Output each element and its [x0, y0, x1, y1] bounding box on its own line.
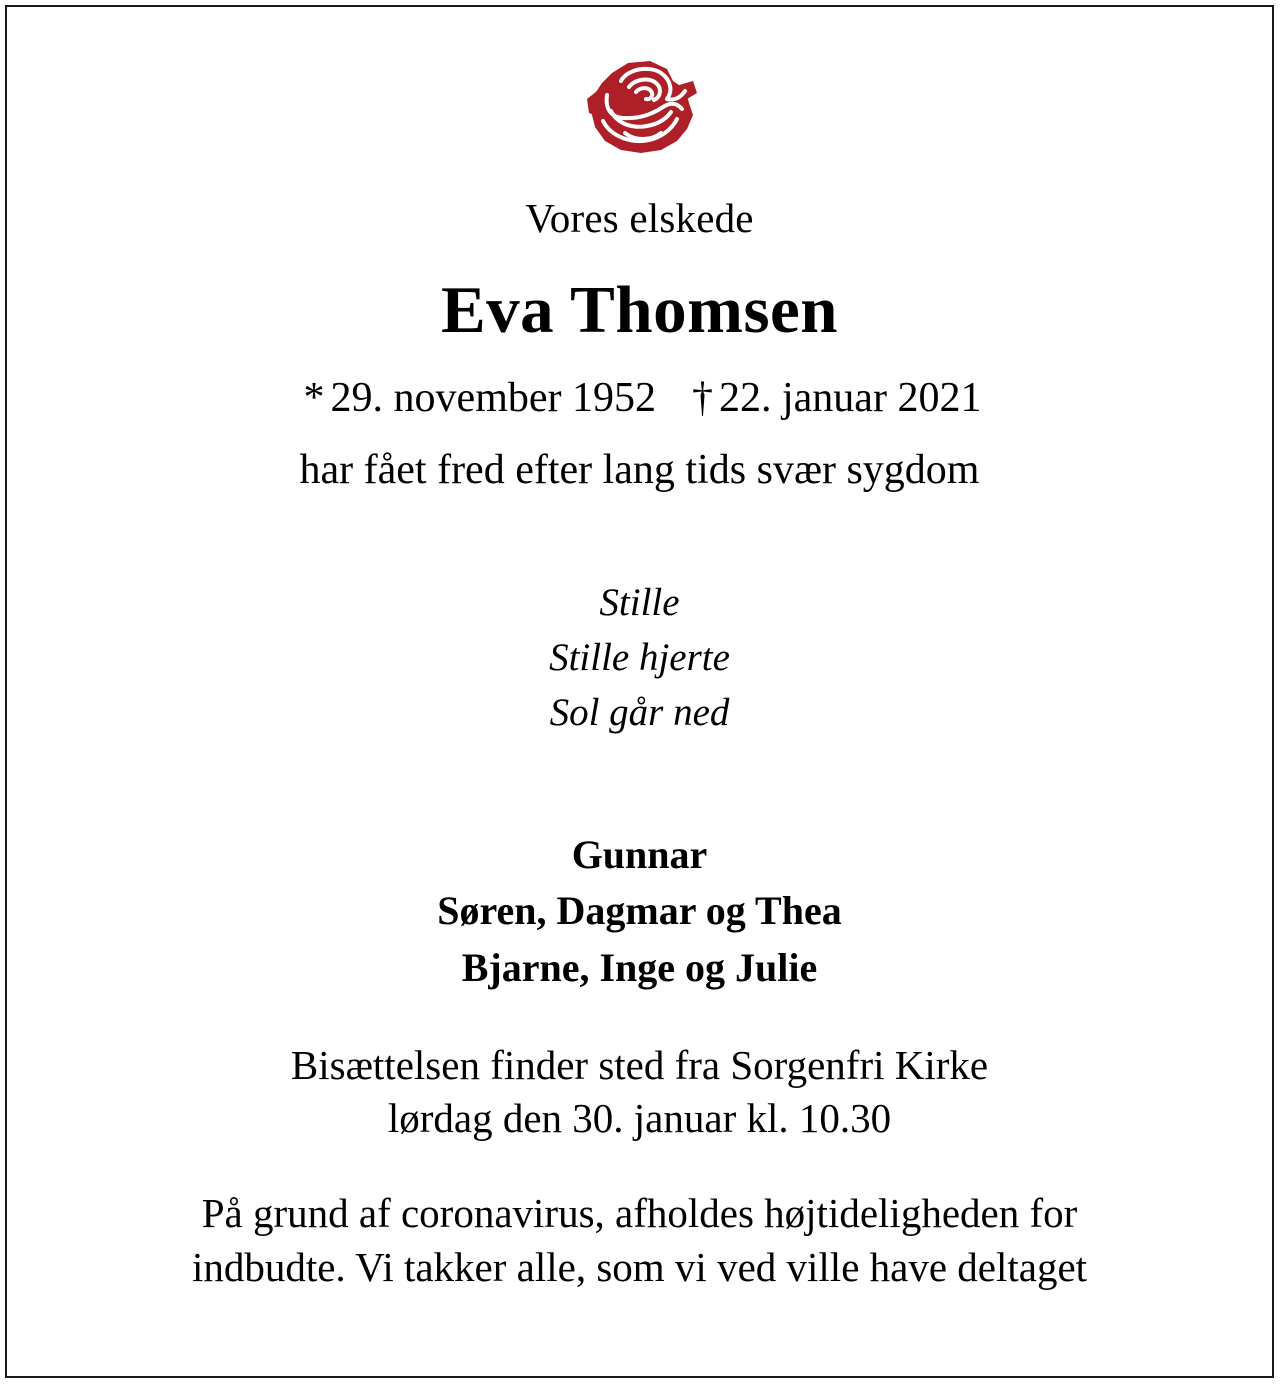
birth-symbol: * [303, 375, 325, 422]
survivors-block [437, 827, 841, 997]
birth-date: 29. november 1952 [330, 375, 656, 422]
life-dates [298, 376, 982, 420]
covid-note-line: indbudte. Vi takker alle, som vi ved ville have deltaget [191, 1244, 1088, 1291]
passing-line: har fået fred efter lang tids svær sygdom [299, 447, 980, 494]
death-date: 22. januar 2021 [719, 375, 982, 422]
ceremony-block [291, 1039, 988, 1144]
intro-line: Vores elskede [525, 195, 754, 241]
verse-block [549, 575, 730, 741]
rose-icon [581, 55, 699, 157]
deceased-name: Eva Thomsen [440, 273, 839, 348]
covid-note-line: På grund af coronavirus, afholdes højtideligheden for [201, 1190, 1078, 1237]
verse-line: Sol går ned [549, 691, 730, 735]
death-symbol: † [692, 375, 713, 422]
covid-note [45, 1186, 1235, 1294]
obituary-notice [5, 5, 1274, 1378]
survivor-line: Bjarne, Inge og Julie [461, 945, 818, 991]
verse-line: Stille [599, 580, 680, 624]
survivor-line: Gunnar [571, 831, 708, 877]
survivor-line: Søren, Dagmar og Thea [437, 888, 842, 934]
verse-line: Stille hjerte [549, 635, 730, 679]
ceremony-line: lørdag den 30. januar kl. 10.30 [387, 1094, 892, 1141]
ceremony-line: Bisættelsen finder sted fra Sorgenfri Kirke [290, 1042, 989, 1089]
